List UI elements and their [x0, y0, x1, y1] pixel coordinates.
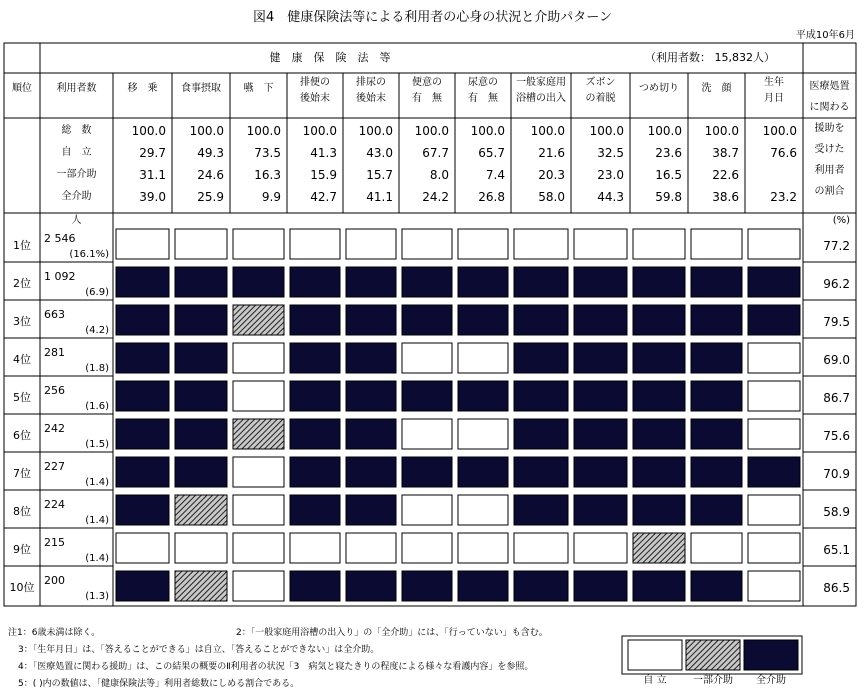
pattern-cell — [691, 533, 742, 563]
pattern-cell — [346, 457, 396, 487]
pattern-rank: 1位 — [13, 239, 31, 252]
pattern-share: (1.4) — [85, 477, 109, 488]
pattern-cell — [233, 571, 284, 601]
pattern-medical-pct: 86.5 — [823, 581, 850, 595]
header-col-4: 排便の — [300, 77, 330, 88]
pattern-medical-pct: 70.9 — [823, 467, 850, 481]
pattern-cell — [116, 267, 169, 297]
pattern-cell — [514, 419, 568, 449]
pattern-cell — [748, 495, 800, 525]
summary-value: 22.6 — [712, 168, 739, 182]
pattern-cell — [175, 457, 227, 487]
pattern-cell — [175, 305, 227, 335]
pattern-cell — [458, 495, 508, 525]
pattern-rank: 9位 — [13, 543, 31, 556]
pattern-cell — [691, 343, 742, 373]
pattern-cell — [233, 267, 284, 297]
summary-value: 32.5 — [597, 146, 624, 160]
header-col-11: 洗 顔 — [701, 83, 732, 94]
header-col-8: 浴槽の出入 — [516, 93, 566, 104]
pattern-cell — [290, 419, 340, 449]
summary-value: 29.7 — [139, 146, 166, 160]
pattern-cell — [633, 571, 685, 601]
pattern-cell — [514, 229, 568, 259]
pattern-cell — [402, 381, 452, 411]
pattern-cell — [574, 419, 627, 449]
summary-value: 44.3 — [597, 190, 624, 204]
pattern-cell — [514, 571, 568, 601]
header-medical: 受けた — [814, 144, 845, 155]
footnote: 2：「一般家庭用浴槽の出入り」の「全介助」には、「行っていない」も含む。 — [236, 628, 548, 638]
summary-value: 100.0 — [470, 124, 505, 138]
pattern-rank: 10位 — [9, 581, 35, 594]
pattern-cell — [233, 419, 284, 449]
pattern-cell — [691, 419, 742, 449]
summary-value: 100.0 — [530, 124, 565, 138]
header-rank: 順位 — [12, 83, 32, 94]
pattern-cell — [402, 457, 452, 487]
pattern-cell — [458, 419, 508, 449]
footnote: 4：「医療処置に関わる援助」は、この結果の概要のⅡ利用者の状況「3 病気と寝たきりの程度による様々な看護内容」を参照。 — [18, 662, 534, 672]
pattern-share: (4.2) — [85, 325, 109, 336]
pattern-cell — [458, 533, 508, 563]
summary-value: 43.0 — [366, 146, 393, 160]
pattern-cell — [574, 495, 627, 525]
summary-value: 100.0 — [189, 124, 224, 138]
pattern-cell — [402, 571, 452, 601]
pattern-cell — [748, 571, 800, 601]
header-col-7: 有 無 — [468, 93, 498, 104]
summary-value: 23.6 — [655, 146, 682, 160]
pattern-cell — [574, 457, 627, 487]
pattern-cell — [458, 343, 508, 373]
pattern-medical-pct: 79.5 — [823, 315, 850, 329]
pattern-count: 224 — [44, 498, 65, 511]
summary-value: 23.0 — [597, 168, 624, 182]
pattern-cell — [458, 267, 508, 297]
pattern-cell — [691, 571, 742, 601]
pattern-cell — [514, 267, 568, 297]
pattern-cell — [290, 305, 340, 335]
pattern-cell — [574, 229, 627, 259]
summary-value: 24.6 — [197, 168, 224, 182]
summary-value: 23.2 — [770, 190, 797, 204]
summary-value: 8.0 — [429, 168, 449, 182]
legend-swatch — [686, 640, 740, 670]
pattern-rank: 2位 — [13, 277, 31, 290]
summary-value: 100.0 — [246, 124, 281, 138]
pattern-count: 215 — [44, 536, 65, 549]
pattern-cell — [233, 457, 284, 487]
header-col-9: の着脱 — [585, 93, 616, 104]
header-medical: 医療処置 — [809, 81, 850, 92]
pattern-cell — [346, 343, 396, 373]
pattern-share: (1.4) — [85, 553, 109, 564]
legend-swatch — [744, 640, 798, 670]
summary-value: 59.8 — [655, 190, 682, 204]
pattern-cell — [116, 495, 169, 525]
pattern-cell — [691, 267, 742, 297]
pattern-cell — [574, 343, 627, 373]
header-col-12: 月日 — [764, 93, 784, 104]
pattern-cell — [346, 419, 396, 449]
header-medical: に関わる — [809, 102, 850, 113]
pattern-cell — [116, 457, 169, 487]
header-col-7: 尿意の — [468, 77, 498, 88]
legend-swatch — [628, 640, 682, 670]
pattern-share: (1.8) — [85, 363, 109, 374]
summary-value: 21.6 — [538, 146, 565, 160]
pattern-cell — [402, 533, 452, 563]
pattern-cell — [116, 381, 169, 411]
pattern-cell — [458, 571, 508, 601]
legend-label: 自 立 — [643, 675, 667, 686]
summary-value: 100.0 — [589, 124, 624, 138]
pattern-medical-pct: 86.7 — [823, 391, 850, 405]
summary-value: 67.7 — [422, 146, 449, 160]
pattern-cell — [633, 343, 685, 373]
summary-value: 100.0 — [704, 124, 739, 138]
unit-pct: (%) — [832, 215, 850, 226]
summary-value: 31.1 — [139, 168, 166, 182]
pattern-count: 1 092 — [44, 270, 76, 283]
pattern-cell — [290, 343, 340, 373]
summary-label: 一部介助 — [56, 169, 97, 180]
pattern-cell — [691, 457, 742, 487]
header-medical: 援助を — [814, 123, 845, 134]
pattern-cell — [233, 381, 284, 411]
legend-label: 一部介助 — [693, 675, 733, 686]
summary-value: 42.7 — [310, 190, 337, 204]
summary-value: 16.3 — [254, 168, 281, 182]
pattern-cell — [402, 419, 452, 449]
legend-label: 全介助 — [756, 675, 786, 686]
header-col-5: 後始末 — [356, 93, 386, 104]
pattern-cell — [233, 305, 284, 335]
pattern-cell — [514, 343, 568, 373]
pattern-cell — [633, 267, 685, 297]
pattern-cell — [574, 381, 627, 411]
pattern-cell — [233, 229, 284, 259]
pattern-cell — [175, 381, 227, 411]
header-col-10: つめ切り — [639, 83, 679, 94]
pattern-count: 281 — [44, 346, 65, 359]
pattern-share: (1.5) — [85, 439, 109, 450]
pattern-cell — [633, 229, 685, 259]
pattern-cell — [116, 229, 169, 259]
pattern-cell — [175, 343, 227, 373]
pattern-cell — [346, 381, 396, 411]
pattern-cell — [175, 571, 227, 601]
pattern-cell — [116, 419, 169, 449]
pattern-cell — [175, 495, 227, 525]
pattern-rank: 3位 — [13, 315, 31, 328]
header-col-5: 排尿の — [356, 77, 386, 88]
summary-value: 38.6 — [712, 190, 739, 204]
header-medical: の割合 — [814, 186, 845, 197]
pattern-cell — [116, 305, 169, 335]
unit-person: 人 — [71, 215, 82, 226]
pattern-cell — [514, 457, 568, 487]
header-col-2: 食事摂取 — [181, 83, 221, 94]
summary-value: 16.5 — [655, 168, 682, 182]
pattern-cell — [116, 571, 169, 601]
pattern-cell — [633, 457, 685, 487]
header-col-9: ズボン — [585, 77, 616, 88]
pattern-share: (1.6) — [85, 401, 109, 412]
pattern-rank: 7位 — [13, 467, 31, 480]
header-col-12: 生年 — [764, 77, 784, 88]
summary-value: 100.0 — [647, 124, 682, 138]
summary-value: 41.3 — [310, 146, 337, 160]
header-group-title: 健 康 保 険 法 等 — [269, 51, 391, 64]
pattern-cell — [402, 229, 452, 259]
pattern-cell — [290, 381, 340, 411]
pattern-cell — [748, 305, 800, 335]
pattern-share: (1.4) — [85, 515, 109, 526]
pattern-cell — [402, 267, 452, 297]
pattern-medical-pct: 65.1 — [823, 543, 850, 557]
pattern-rank: 6位 — [13, 429, 31, 442]
header-user-count: （利用者数： 15,832人） — [645, 51, 775, 64]
pattern-cell — [574, 571, 627, 601]
pattern-cell — [633, 533, 685, 563]
pattern-cell — [691, 381, 742, 411]
pattern-cell — [233, 343, 284, 373]
pattern-medical-pct: 96.2 — [823, 277, 850, 291]
pattern-count: 2 546 — [44, 232, 76, 245]
pattern-cell — [633, 419, 685, 449]
pattern-rank: 5位 — [13, 391, 31, 404]
pattern-cell — [233, 495, 284, 525]
pattern-cell — [233, 533, 284, 563]
summary-value: 15.9 — [310, 168, 337, 182]
pattern-cell — [290, 571, 340, 601]
summary-value: 100.0 — [414, 124, 449, 138]
pattern-cell — [633, 305, 685, 335]
pattern-rank: 4位 — [13, 353, 31, 366]
pattern-cell — [633, 495, 685, 525]
pattern-cell — [748, 343, 800, 373]
pattern-medical-pct: 75.6 — [823, 429, 850, 443]
pattern-cell — [116, 343, 169, 373]
pattern-cell — [116, 533, 169, 563]
pattern-cell — [633, 381, 685, 411]
pattern-cell — [346, 533, 396, 563]
pattern-cell — [175, 267, 227, 297]
pattern-cell — [748, 533, 800, 563]
summary-value: 41.1 — [366, 190, 393, 204]
pattern-cell — [402, 495, 452, 525]
pattern-cell — [402, 305, 452, 335]
pattern-cell — [175, 533, 227, 563]
pattern-cell — [346, 267, 396, 297]
summary-value: 100.0 — [302, 124, 337, 138]
pattern-cell — [514, 305, 568, 335]
pattern-cell — [402, 343, 452, 373]
summary-value: 15.7 — [366, 168, 393, 182]
pattern-cell — [290, 495, 340, 525]
summary-value: 20.3 — [538, 168, 565, 182]
pattern-cell — [458, 381, 508, 411]
summary-value: 65.7 — [478, 146, 505, 160]
pattern-cell — [574, 305, 627, 335]
pattern-share: (16.1%) — [69, 249, 109, 260]
pattern-cell — [290, 457, 340, 487]
header-col-8: 一般家庭用 — [516, 77, 566, 88]
pattern-cell — [175, 419, 227, 449]
pattern-cell — [691, 305, 742, 335]
pattern-cell — [748, 267, 800, 297]
pattern-cell — [458, 457, 508, 487]
summary-label: 総 数 — [61, 125, 92, 136]
summary-value: 39.0 — [139, 190, 166, 204]
summary-value: 7.4 — [485, 168, 505, 182]
pattern-count: 227 — [44, 460, 65, 473]
summary-value: 100.0 — [131, 124, 166, 138]
pattern-cell — [514, 533, 568, 563]
summary-value: 25.9 — [197, 190, 224, 204]
pattern-cell — [691, 229, 742, 259]
summary-value: 76.6 — [770, 146, 797, 160]
pattern-cell — [290, 267, 340, 297]
summary-value: 38.7 — [712, 146, 739, 160]
pattern-rank: 8位 — [13, 505, 31, 518]
pattern-cell — [748, 419, 800, 449]
pattern-cell — [346, 495, 396, 525]
survey-date: 平成10年6月 — [795, 30, 855, 41]
pattern-count: 242 — [44, 422, 65, 435]
pattern-cell — [346, 571, 396, 601]
pattern-cell — [691, 495, 742, 525]
pattern-cell — [290, 533, 340, 563]
summary-value: 24.2 — [422, 190, 449, 204]
header-col-6: 有 無 — [412, 93, 442, 104]
pattern-cell — [514, 381, 568, 411]
pattern-cell — [748, 381, 800, 411]
header-count: 利用者数 — [56, 83, 97, 94]
header-medical: 利用者 — [814, 165, 845, 176]
pattern-share: (1.3) — [85, 591, 109, 602]
pattern-cell — [458, 305, 508, 335]
pattern-cell — [175, 229, 227, 259]
pattern-count: 256 — [44, 384, 65, 397]
footnote: 3：「生年月日」は、「答えることができる」は自立、「答えることができない」は全介助。 — [18, 645, 380, 655]
pattern-cell — [458, 229, 508, 259]
pattern-cell — [748, 457, 800, 487]
pattern-cell — [574, 533, 627, 563]
pattern-cell — [290, 229, 340, 259]
pattern-count: 200 — [44, 574, 65, 587]
summary-label: 自 立 — [61, 147, 92, 158]
pattern-medical-pct: 58.9 — [823, 505, 850, 519]
footnote: 注1：6歳未満は除く。 — [8, 628, 101, 638]
summary-value: 73.5 — [254, 146, 281, 160]
footnote: 5：( )内の数値は、「健康保険法等」利用者総数にしめる割合である。 — [18, 679, 300, 689]
pattern-medical-pct: 77.2 — [823, 239, 850, 253]
header-col-3: 嚥 下 — [243, 83, 274, 94]
pattern-medical-pct: 69.0 — [823, 353, 850, 367]
header-col-4: 後始末 — [300, 93, 330, 104]
header-col-1: 移 乗 — [127, 83, 158, 94]
summary-value: 26.8 — [478, 190, 505, 204]
summary-value: 9.9 — [261, 190, 281, 204]
pattern-cell — [346, 229, 396, 259]
pattern-cell — [748, 229, 800, 259]
pattern-cell — [574, 267, 627, 297]
header-col-6: 便意の — [412, 77, 442, 88]
page-title: 図4 健康保険法等による利用者の心身の状況と介助パターン — [252, 10, 612, 25]
summary-value: 49.3 — [197, 146, 224, 160]
pattern-cell — [514, 495, 568, 525]
pattern-count: 663 — [44, 308, 65, 321]
pattern-cell — [346, 305, 396, 335]
pattern-share: (6.9) — [85, 287, 109, 298]
summary-value: 100.0 — [762, 124, 797, 138]
summary-label: 全介助 — [61, 191, 92, 202]
summary-value: 100.0 — [358, 124, 393, 138]
summary-value: 58.0 — [538, 190, 565, 204]
